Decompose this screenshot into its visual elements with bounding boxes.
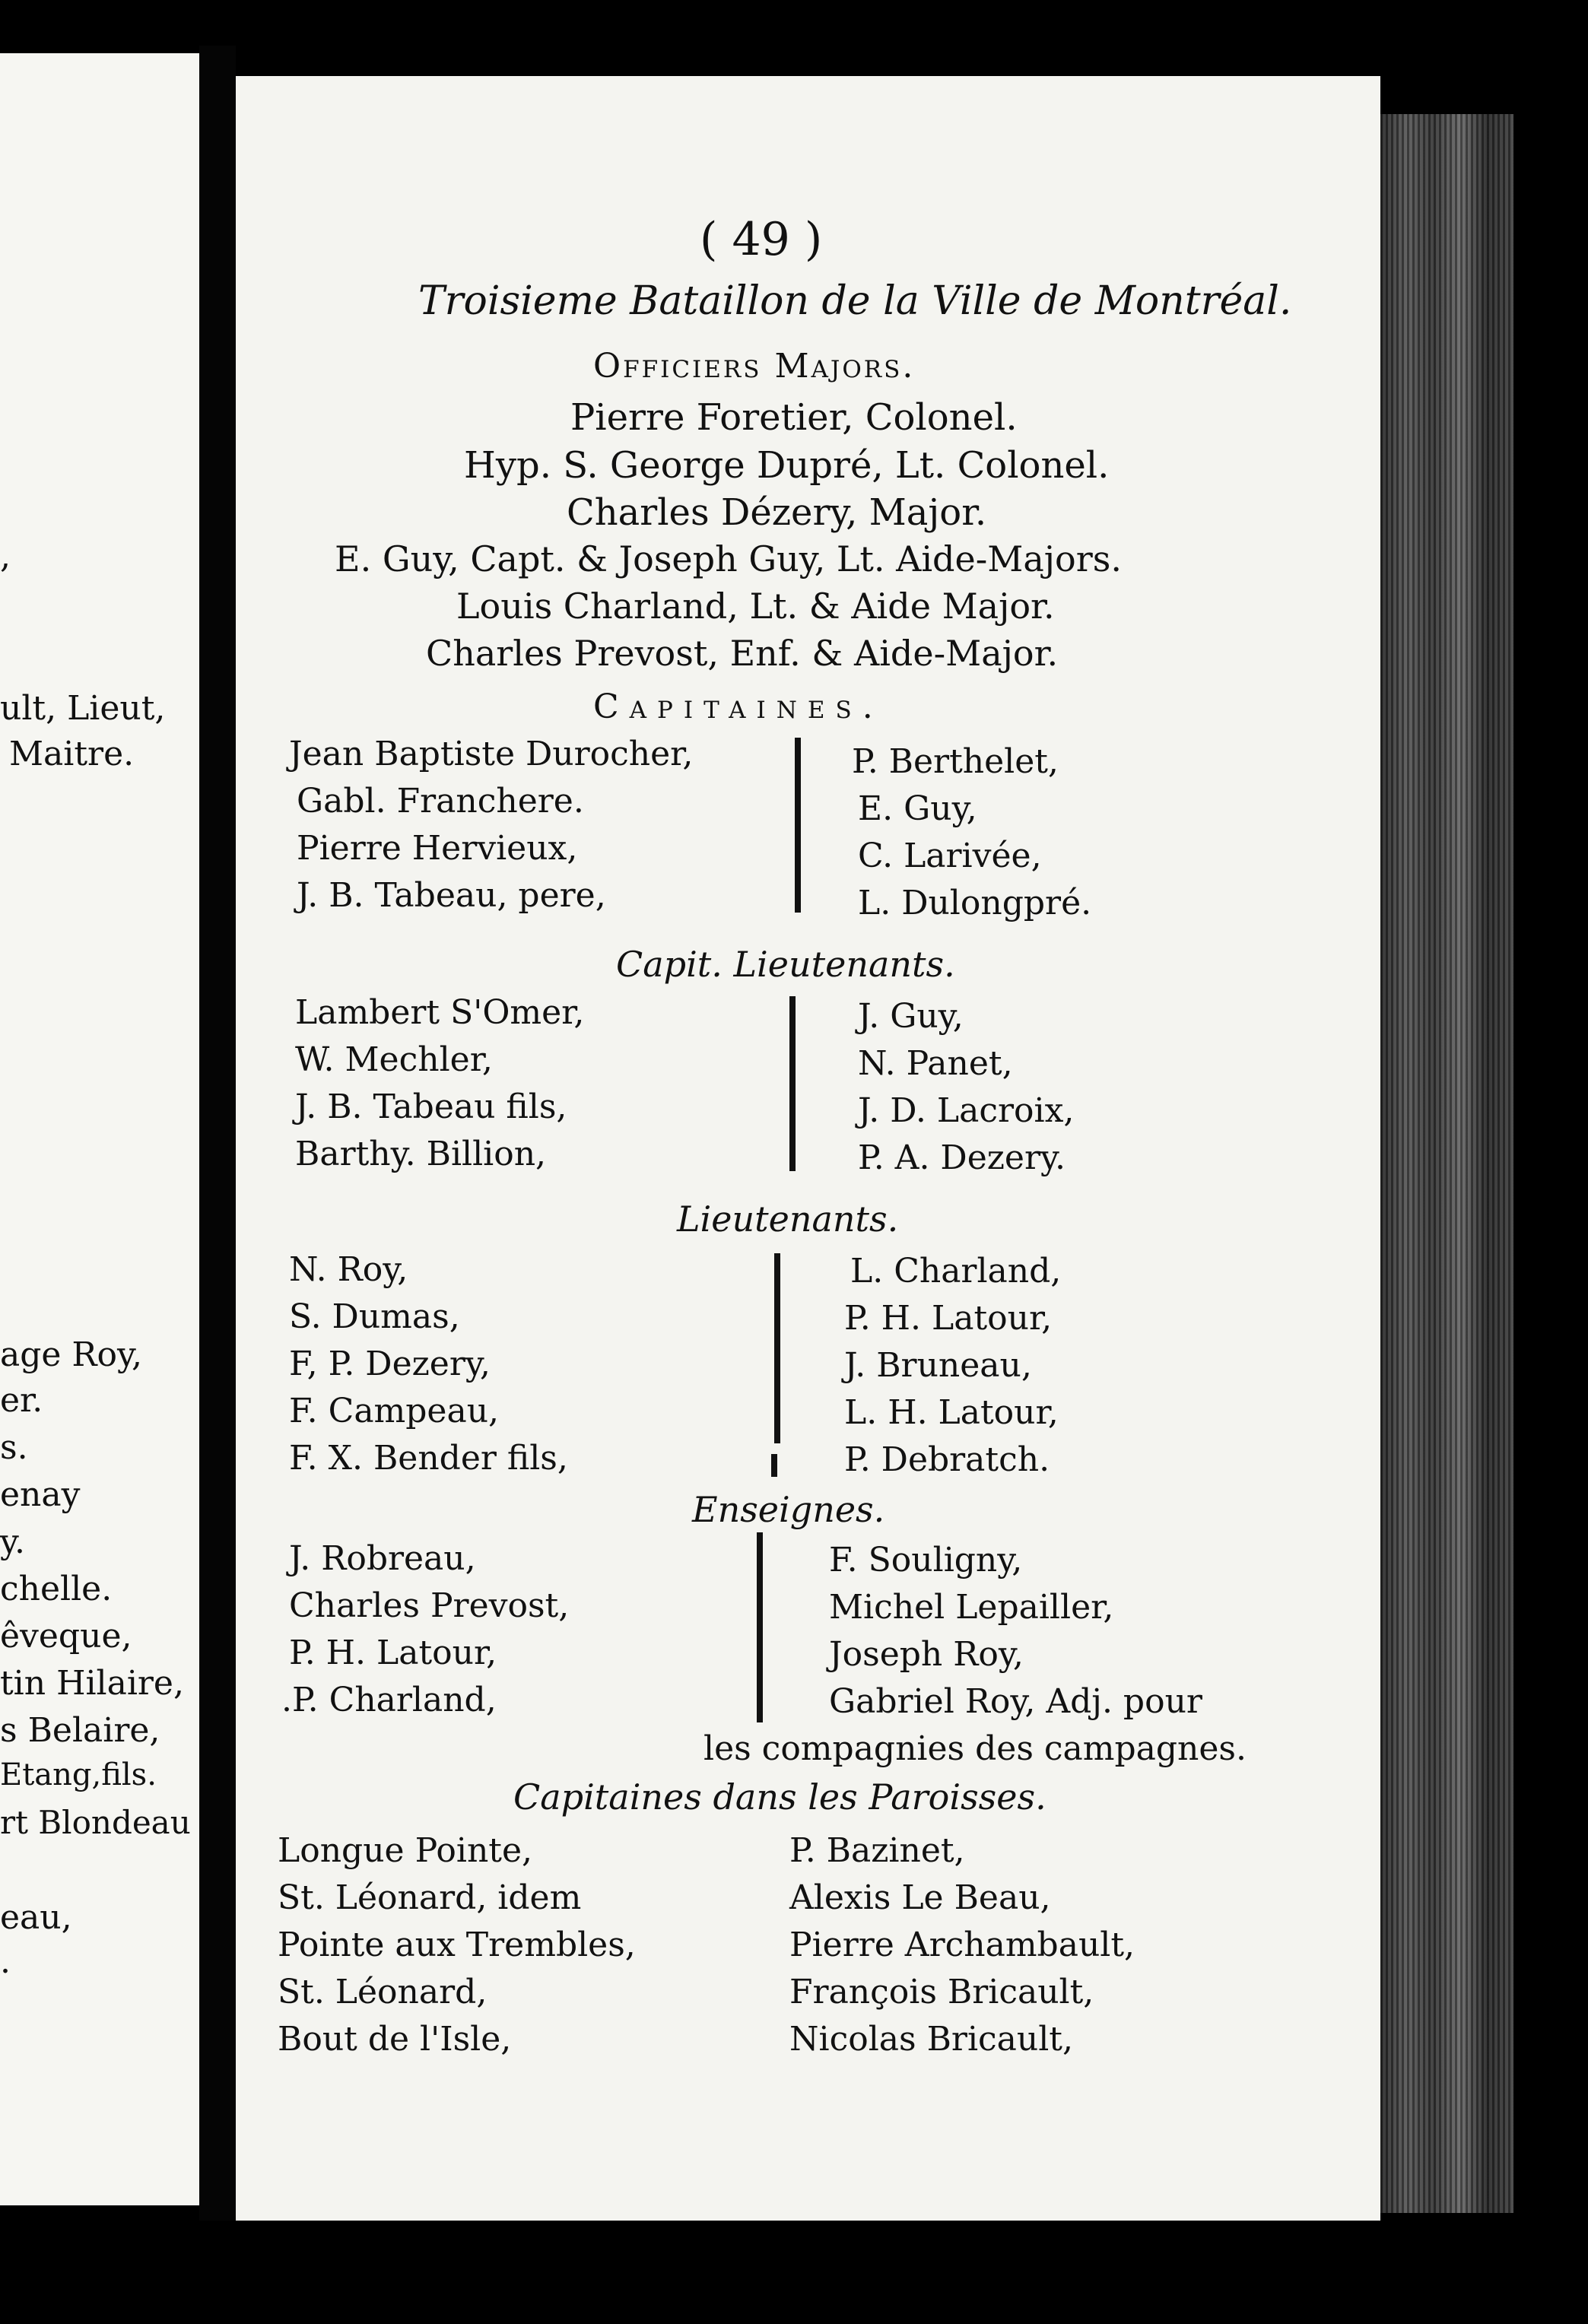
left-fragment-line: . [0, 1942, 11, 1981]
capitaine-left: Gabl. Franchere. [297, 782, 584, 821]
left-fragment-line: chelle. [0, 1570, 113, 1608]
enseigne-left: Charles Prevost, [289, 1586, 570, 1625]
paroisse-right: P. Bazinet, [789, 1831, 965, 1870]
column-divider [757, 1532, 763, 1722]
capitaine-right: C. Larivée, [858, 837, 1042, 875]
lieutenant-left: F, P. Dezery, [289, 1345, 491, 1383]
section-heading-paroisses: Capitaines dans les Paroisses. [513, 1776, 1046, 1818]
enseigne-left: P. H. Latour, [289, 1633, 497, 1672]
left-fragment-line: Maitre. [9, 735, 135, 773]
paroisse-left: Longue Pointe, [278, 1831, 533, 1870]
capit-lieutenant-right: J. D. Lacroix, [858, 1091, 1075, 1130]
column-divider [789, 996, 796, 1171]
section-heading-capitaines: Capitaines. [593, 687, 884, 726]
capitaine-right: E. Guy, [858, 789, 977, 828]
paroisse-right: Nicolas Bricault, [789, 2020, 1073, 2059]
enseigne-note: les compagnies des campagnes. [703, 1729, 1247, 1768]
left-fragment-line: enay [0, 1475, 81, 1514]
left-page-fragment [0, 53, 199, 2205]
book-page [236, 76, 1380, 2221]
left-fragment-line: , [0, 537, 11, 576]
column-divider [795, 738, 801, 913]
left-fragment-line: er. [0, 1381, 43, 1420]
capitaine-left: Jean Baptiste Durocher, [289, 735, 694, 773]
paroisse-right: Pierre Archambault, [789, 1926, 1135, 1964]
lieutenant-right: P. Debratch. [844, 1440, 1050, 1479]
section-heading-lieutenants: Lieutenants. [677, 1199, 899, 1240]
left-fragment-line: age Roy, [0, 1335, 143, 1374]
capit-lieutenant-left: J. B. Tabeau fils, [295, 1087, 567, 1126]
book-gutter [199, 46, 236, 2221]
lieutenant-left: F. X. Bender fils, [289, 1439, 568, 1478]
left-fragment-line: s. [0, 1428, 28, 1467]
left-fragment-line: y. [0, 1522, 25, 1561]
capitaine-left: Pierre Hervieux, [297, 829, 578, 868]
lieutenant-right: P. H. Latour, [844, 1299, 1053, 1338]
officier-line: Hyp. S. George Dupré, Lt. Colonel. [464, 444, 1110, 487]
capit-lieutenant-right: J. Guy, [858, 997, 964, 1036]
page-number: ( 49 ) [700, 213, 823, 266]
page-title: Troisieme Bataillon de la Ville de Montréal. [418, 278, 1292, 324]
section-heading-officiers: Officiers Majors. [593, 347, 916, 386]
left-fragment-line: êveque, [0, 1617, 132, 1656]
enseigne-left: J. Robreau, [289, 1539, 476, 1578]
paroisse-left: St. Léonard, [278, 1973, 488, 2011]
lieutenant-right: L. Charland, [850, 1252, 1062, 1291]
enseigne-right: Joseph Roy, [829, 1635, 1024, 1674]
enseigne-right: F. Souligny, [829, 1541, 1023, 1579]
paroisse-right: Alexis Le Beau, [789, 1878, 1051, 1917]
paroisse-left: St. Léonard, idem [278, 1878, 582, 1917]
section-heading-capit-lieutenants: Capit. Lieutenants. [616, 944, 955, 985]
officier-line: Louis Charland, Lt. & Aide Major. [456, 586, 1055, 627]
capit-lieutenant-right: N. Panet, [858, 1044, 1013, 1083]
lieutenant-left: F. Campeau, [289, 1392, 500, 1430]
enseigne-right: Michel Lepailler, [829, 1588, 1114, 1627]
book-page-edges [1380, 114, 1513, 2213]
officier-line: E. Guy, Capt. & Joseph Guy, Lt. Aide-Majors. [335, 538, 1122, 579]
lieutenant-right: J. Bruneau, [844, 1346, 1032, 1385]
capitaine-right: L. Dulongpré. [858, 884, 1092, 922]
left-fragment-line: Etang,fils. [0, 1757, 157, 1792]
officier-line: Charles Dézery, Major. [567, 491, 987, 534]
lieutenant-left: S. Dumas, [289, 1297, 460, 1336]
left-fragment-line: rt Blondeau [0, 1804, 191, 1841]
left-fragment-line: tin Hilaire, [0, 1664, 184, 1703]
section-heading-enseignes: Enseignes. [692, 1489, 885, 1530]
officier-line: Pierre Foretier, Colonel. [570, 396, 1018, 439]
capit-lieutenant-left: Barthy. Billion, [295, 1135, 547, 1173]
paroisse-left: Pointe aux Trembles, [278, 1926, 636, 1964]
capitaine-right: P. Berthelet, [852, 742, 1059, 781]
enseigne-left: .P. Charland, [281, 1681, 497, 1719]
left-fragment-line: eau, [0, 1898, 72, 1937]
enseigne-right: Gabriel Roy, Adj. pour [829, 1682, 1202, 1721]
column-divider [771, 1454, 777, 1477]
paroisse-left: Bout de l'Isle, [278, 2020, 512, 2059]
lieutenant-left: N. Roy, [289, 1250, 408, 1289]
left-fragment-line: ult, Lieut, [0, 689, 166, 728]
left-fragment-line: s Belaire, [0, 1711, 160, 1750]
lieutenant-right: L. H. Latour, [844, 1393, 1059, 1432]
column-divider [774, 1253, 780, 1443]
capit-lieutenant-right: P. A. Dezery. [858, 1138, 1066, 1177]
capitaine-left: J. B. Tabeau, pere, [297, 876, 606, 915]
capit-lieutenant-left: W. Mechler, [295, 1040, 493, 1079]
officier-line: Charles Prevost, Enf. & Aide-Major. [426, 633, 1059, 674]
paroisse-right: François Bricault, [789, 1973, 1094, 2011]
capit-lieutenant-left: Lambert S'Omer, [295, 993, 585, 1032]
